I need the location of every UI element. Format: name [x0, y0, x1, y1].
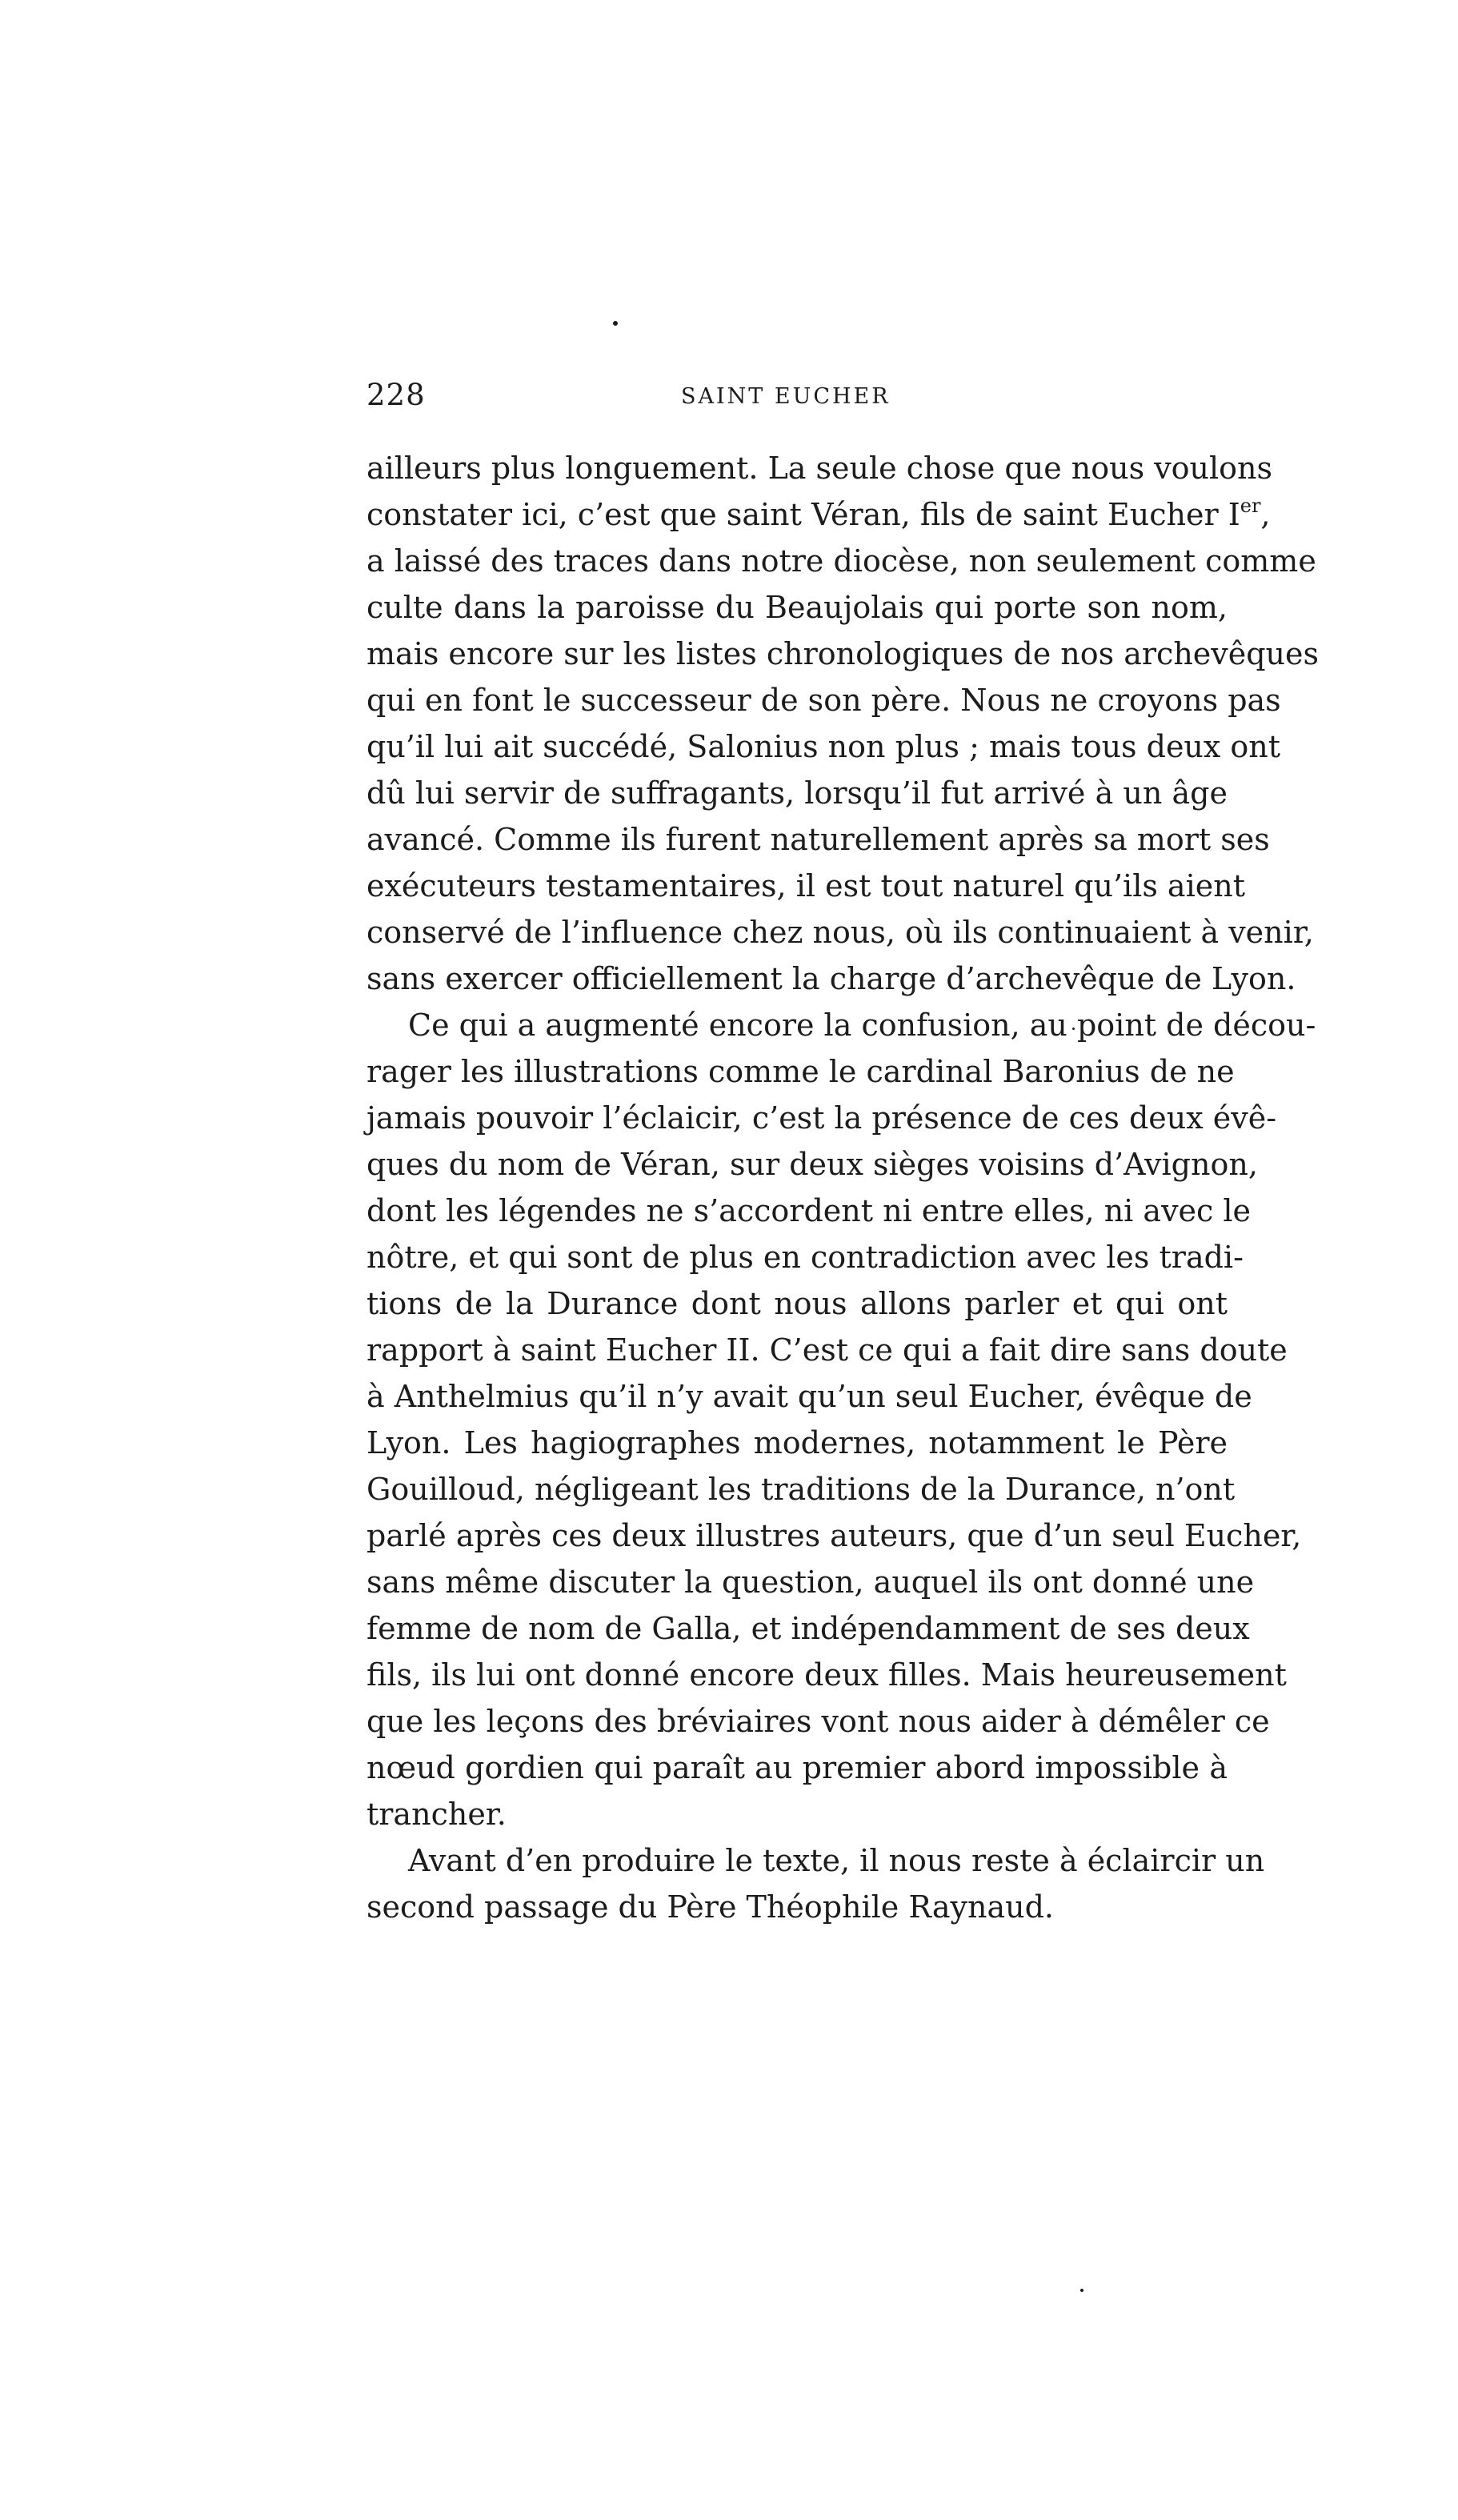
text-line: a laissé des traces dans notre diocèse, non seulement comme [367, 543, 1316, 579]
text-line: conservé de l’influence chez nous, où ils continuaient à venir, [367, 915, 1314, 950]
text-line: nôtre, et qui sont de plus en contradiction avec les tradi- [367, 1240, 1244, 1275]
running-head: SAINT EUCHER [681, 384, 891, 409]
text-line: mais encore sur les listes chronologiques de nos archevêques [367, 636, 1320, 671]
text-line: nœud gordien qui paraît au premier abord impossible à [367, 1750, 1228, 1785]
text-line: Lyon. Les hagiographes modernes, notamment le Père [367, 1425, 1228, 1460]
text-line: rager les illustrations comme le cardinal Baronius de ne [367, 1054, 1235, 1089]
text-line: Avant d’en produire le texte, il nous reste à éclaircir un [408, 1843, 1265, 1878]
text-line: Ce qui a augmenté encore la confusion, au point de décou- [408, 1008, 1316, 1043]
text-line: qui en font le successeur de son père. Nous ne croyons pas [367, 683, 1281, 718]
text-line: sans même discuter la question, auquel ils ont donné une [367, 1564, 1255, 1600]
text-line: Gouilloud, négligeant les traditions de la Durance, n’ont [367, 1472, 1236, 1507]
text-line: fils, ils lui ont donné encore deux filles. Mais heureusement [367, 1657, 1287, 1693]
text-line: trancher. [367, 1797, 507, 1832]
superscript: er [1240, 495, 1261, 517]
body-text [367, 445, 1320, 1930]
ink-speck [613, 321, 618, 326]
text-line: femme de nom de Galla, et indépendamment de ses deux [367, 1611, 1250, 1646]
text-line: dû lui servir de suffragants, lorsqu’il fut arrivé à un âge [367, 775, 1228, 811]
text-line: qu’il lui ait succédé, Salonius non plus ; mais tous deux ont [367, 729, 1281, 764]
text-line: exécuteurs testamentaires, il est tout naturel qu’ils aient [367, 868, 1245, 903]
text-line [367, 491, 1271, 538]
ink-speck [1080, 2289, 1083, 2292]
text-line: jamais pouvoir l’éclaicir, c’est la présence de ces deux évê- [367, 1100, 1277, 1136]
paragraph [367, 1837, 1265, 1930]
text-line: ailleurs plus longuement. La seule chose que nous voulons [367, 451, 1273, 486]
page-number: 228 [367, 378, 426, 412]
paragraph [367, 1002, 1316, 1837]
text-line-content: constater ici, c’est que saint Véran, fils de saint Eucher I [367, 497, 1240, 532]
text-line: dont les légendes ne s’accordent ni entre elles, ni avec le [367, 1193, 1252, 1228]
text-line: que les leçons des bréviaires vont nous aider à démêler ce [367, 1704, 1270, 1739]
text-line: ques du nom de Véran, sur deux sièges voisins d’Avignon, [367, 1147, 1258, 1182]
text-line: second passage du Père Théophile Raynaud. [367, 1889, 1054, 1925]
text-line: parlé après ces deux illustres auteurs, que d’un seul Eucher, [367, 1518, 1302, 1553]
text-line: tions de la Durance dont nous allons parler et qui ont [367, 1286, 1228, 1321]
page-header [367, 378, 1228, 423]
text-line: rapport à saint Eucher II. C’est ce qui a fait dire sans doute [367, 1332, 1288, 1368]
paragraph [367, 445, 1320, 1002]
text-line: sans exercer officiellement la charge d’archevêque de Lyon. [367, 961, 1296, 996]
punctuation: , [1260, 497, 1271, 532]
text-line: culte dans la paroisse du Beaujolais qui porte son nom, [367, 590, 1228, 625]
text-line: à Anthelmius qu’il n’y avait qu’un seul Eucher, évêque de [367, 1379, 1252, 1414]
text-line: avancé. Comme ils furent naturellement après sa mort ses [367, 822, 1270, 857]
